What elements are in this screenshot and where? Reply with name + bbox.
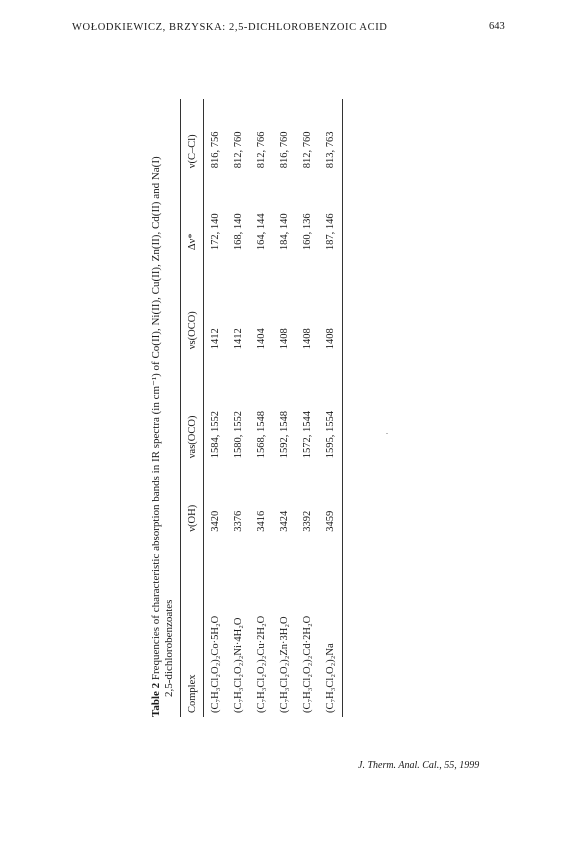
scan-speck <box>386 433 388 434</box>
cell-v-oh: 3392 <box>302 510 313 532</box>
cell-complex: (C₇H₃Cl₂O₂)₂Cu·2H₂O <box>256 615 267 713</box>
cell-vs-oco: 1408 <box>302 328 313 350</box>
cell-vas-oco: 1592, 1548 <box>279 410 290 459</box>
column-header-vas-oco: νas(OCO) <box>187 415 198 459</box>
running-head: WOŁODKIEWICZ, BRZYSKA: 2,5-DICHLOROBENZOIC ACID <box>72 22 388 33</box>
table-row <box>227 99 250 717</box>
table-row <box>250 99 273 717</box>
cell-delta-v: 164, 144 <box>256 213 267 251</box>
rotated-table-block <box>150 52 570 717</box>
table-caption-label: Table 2 <box>150 682 162 717</box>
cell-delta-v: 168, 140 <box>233 213 244 251</box>
cell-delta-v: 187, 146 <box>325 213 336 251</box>
cell-complex: (C₇H₃Cl₂O₂)₂Na <box>325 643 336 713</box>
cell-complex: (C₇H₃Cl₂O₂)₂Zn·3H₂O <box>279 616 290 713</box>
cell-delta-v: 184, 140 <box>279 213 290 251</box>
table-caption-text-2: 2,5-dichlorobenzoates <box>163 599 175 697</box>
column-header-vs-oco: νs(OCO) <box>187 311 198 350</box>
ir-bands-table <box>180 99 343 717</box>
column-header-v-ccl: ν(C–Cl) <box>187 134 198 169</box>
cell-v-ccl: 813, 763 <box>325 131 336 169</box>
column-header-v-oh: ν(OH) <box>187 504 198 532</box>
table-caption-text: Frequencies of characteristic absorption bands in IR spectra (in cm⁻¹) of Co(II), Ni(II), Cu(II), Zn(II), Cd(II) and Na(I) <box>150 156 162 681</box>
cell-v-oh: 3376 <box>233 510 244 532</box>
cell-vs-oco: 1412 <box>210 328 221 350</box>
column-header-delta-v: Δν* <box>187 233 198 251</box>
cell-vas-oco: 1572, 1544 <box>302 410 313 459</box>
cell-complex: (C₇H₃Cl₂O₂)₂Cd·2H₂O <box>302 615 313 713</box>
cell-delta-v: 172, 140 <box>210 213 221 251</box>
cell-v-oh: 3424 <box>279 510 290 532</box>
cell-vs-oco: 1408 <box>325 328 336 350</box>
table-row <box>204 99 228 717</box>
cell-v-ccl: 816, 760 <box>279 131 290 169</box>
table-row <box>296 99 319 717</box>
cell-v-ccl: 812, 766 <box>256 131 267 169</box>
cell-v-ccl: 812, 760 <box>233 131 244 169</box>
cell-vas-oco: 1568, 1548 <box>256 410 267 459</box>
cell-vas-oco: 1580, 1552 <box>233 410 244 459</box>
cell-v-oh: 3420 <box>210 510 221 532</box>
cell-vas-oco: 1584, 1552 <box>210 410 221 459</box>
cell-vs-oco: 1404 <box>256 328 267 350</box>
cell-delta-v: 160, 136 <box>302 213 313 251</box>
cell-v-oh: 3416 <box>256 510 267 532</box>
table-caption <box>150 52 176 717</box>
cell-v-oh: 3459 <box>325 510 336 532</box>
column-header-complex: Complex <box>187 674 198 713</box>
table-row <box>273 99 296 717</box>
table-row <box>319 99 343 717</box>
cell-vs-oco: 1408 <box>279 328 290 350</box>
table-header-row <box>181 99 204 717</box>
cell-vs-oco: 1412 <box>233 328 244 350</box>
journal-citation: J. Therm. Anal. Cal., 55, 1999 <box>358 760 480 771</box>
cell-complex: (C₇H₃Cl₂O₂)₂Ni·4H₂O <box>233 617 244 713</box>
cell-v-ccl: 816, 756 <box>210 131 221 169</box>
cell-v-ccl: 812, 760 <box>302 131 313 169</box>
page-number: 643 <box>489 21 505 32</box>
cell-complex: (C₇H₃Cl₂O₂)₂Co·5H₂O <box>210 615 221 713</box>
cell-vas-oco: 1595, 1554 <box>325 410 336 459</box>
